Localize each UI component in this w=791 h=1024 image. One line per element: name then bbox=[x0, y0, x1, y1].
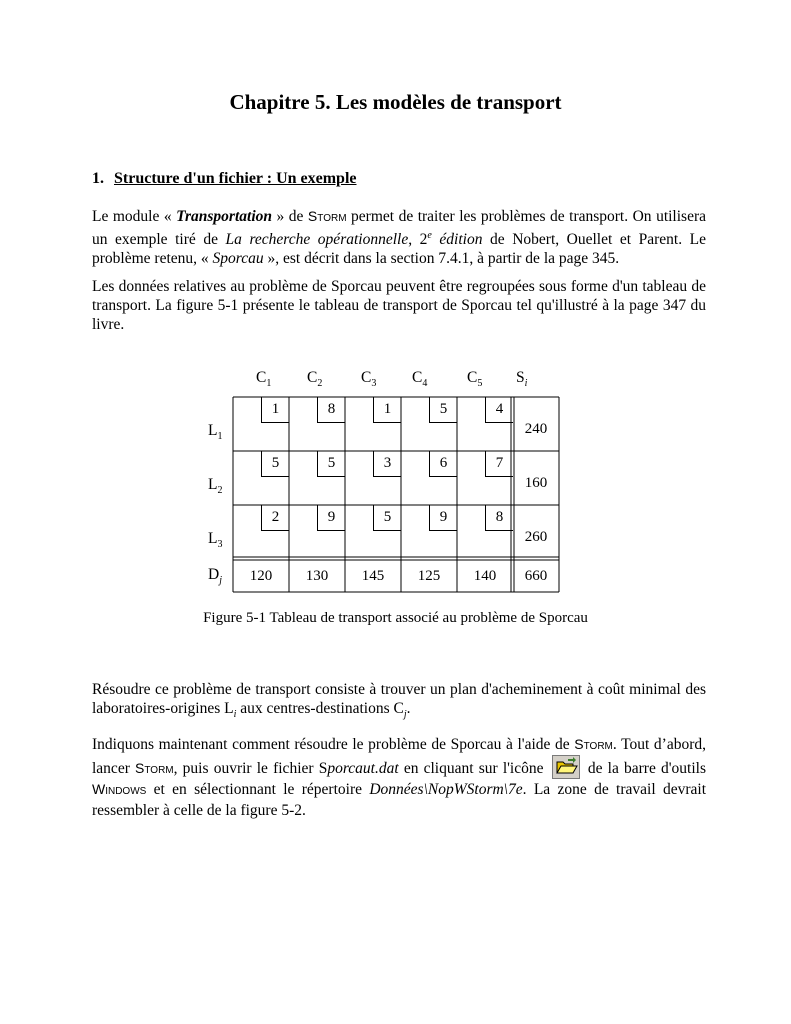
supply-value: 160 bbox=[524, 475, 548, 491]
text: en cliquant sur l'icône bbox=[398, 760, 549, 777]
text: et en sélectionnant le répertoire bbox=[146, 781, 370, 798]
filename: porcaut.dat bbox=[327, 760, 399, 777]
unit-cost: 9 bbox=[317, 505, 345, 531]
text: . Tout d’abord, lancer bbox=[92, 736, 706, 777]
storm-name: Storm bbox=[574, 736, 613, 752]
unit-cost: 5 bbox=[261, 451, 289, 477]
unit-cost: 5 bbox=[317, 451, 345, 477]
unit-cost: 5 bbox=[429, 397, 457, 423]
unit-cost: 5 bbox=[373, 505, 401, 531]
paragraph-instructions bbox=[92, 734, 706, 821]
demand-value: 120 bbox=[249, 568, 273, 584]
row-header: $L_2$ bbox=[208, 476, 223, 497]
column-header: $S_i$ bbox=[516, 369, 528, 390]
directory-path: Données\NopWStorm\7e bbox=[369, 781, 523, 798]
section-title: Structure d'un fichier : Un exemple bbox=[114, 170, 357, 187]
paragraph-data: Les données relatives au problème de Sporcau peuvent être regroupées sous forme d'un tableau de transport. La figure 5-1 présente le tableau de transport de Sporcau tel qu'illustré à la page 347 du livre. bbox=[92, 278, 706, 333]
unit-cost: 7 bbox=[485, 451, 513, 477]
text: de la barre d'outils bbox=[582, 760, 706, 777]
text: Le module « bbox=[92, 208, 177, 225]
row-header: $D_j$ bbox=[208, 566, 222, 587]
problem-name: Sporcau bbox=[212, 250, 264, 268]
demand-value: 140 bbox=[473, 568, 497, 584]
total-value: 660 bbox=[524, 568, 548, 584]
edition: édition bbox=[431, 231, 483, 249]
text: . bbox=[406, 700, 411, 717]
column-header: $C_1$ bbox=[256, 369, 272, 390]
unit-cost: 3 bbox=[373, 451, 401, 477]
unit-cost: 8 bbox=[485, 505, 513, 531]
chapter-title: Chapitre 5. Les modèles de transport bbox=[229, 90, 562, 114]
column-header: $C_4$ bbox=[412, 369, 428, 390]
unit-cost: 1 bbox=[261, 397, 289, 423]
module-name: Transportation bbox=[176, 208, 273, 225]
text: permet de traiter les problèmes de transport. On utilisera un exemple tiré de bbox=[92, 208, 706, 249]
text: » de bbox=[272, 208, 308, 225]
subscript: i bbox=[233, 709, 237, 721]
paragraph-solve bbox=[92, 680, 706, 724]
row-header: $L_3$ bbox=[208, 530, 223, 551]
section-number: 1. bbox=[92, 170, 104, 187]
storm-name: Storm bbox=[135, 760, 174, 776]
supply-value: 240 bbox=[524, 421, 548, 437]
superscript: e bbox=[427, 230, 432, 241]
row-header: $L_1$ bbox=[208, 422, 223, 443]
unit-cost: 9 bbox=[429, 505, 457, 531]
supply-value: 260 bbox=[524, 529, 548, 545]
column-header: $C_5$ bbox=[467, 369, 483, 390]
demand-value: 125 bbox=[417, 568, 441, 584]
storm-name: Storm bbox=[307, 208, 347, 224]
unit-cost: 1 bbox=[373, 397, 401, 423]
subscript: j bbox=[403, 709, 407, 721]
column-header: $C_3$ bbox=[361, 369, 377, 390]
text: . La zone de travail devrait ressembler à celle de la figure 5-2. bbox=[92, 781, 706, 819]
column-header: $C_2$ bbox=[307, 369, 323, 390]
book-title: La recherche opérationnelle bbox=[225, 231, 409, 249]
windows-name: Windows bbox=[92, 781, 147, 797]
text: , 2 bbox=[408, 231, 428, 249]
open-folder-icon bbox=[552, 755, 580, 779]
unit-cost: 6 bbox=[429, 451, 457, 477]
demand-value: 130 bbox=[305, 568, 329, 584]
text: , puis ouvrir le fichier S bbox=[173, 760, 328, 777]
text: Résoudre ce problème de transport consiste à trouver un plan d'acheminement à coût minimal des laboratoires-origines L bbox=[92, 681, 706, 717]
text: aux centres-destinations C bbox=[236, 700, 404, 717]
text: », est décrit dans la section 7.4.1, à partir de la page 345. bbox=[263, 250, 620, 268]
unit-cost: 4 bbox=[485, 397, 513, 423]
text: de Nobert, Ouellet et Parent. Le problème retenu, « bbox=[92, 231, 706, 268]
figure-caption: Figure 5-1 Tableau de transport associé au problème de Sporcau bbox=[203, 610, 588, 626]
demand-value: 145 bbox=[361, 568, 385, 584]
unit-cost: 8 bbox=[317, 397, 345, 423]
text: Indiquons maintenant comment résoudre le problème de Sporcau à l'aide de bbox=[92, 736, 575, 753]
unit-cost: 2 bbox=[261, 505, 289, 531]
